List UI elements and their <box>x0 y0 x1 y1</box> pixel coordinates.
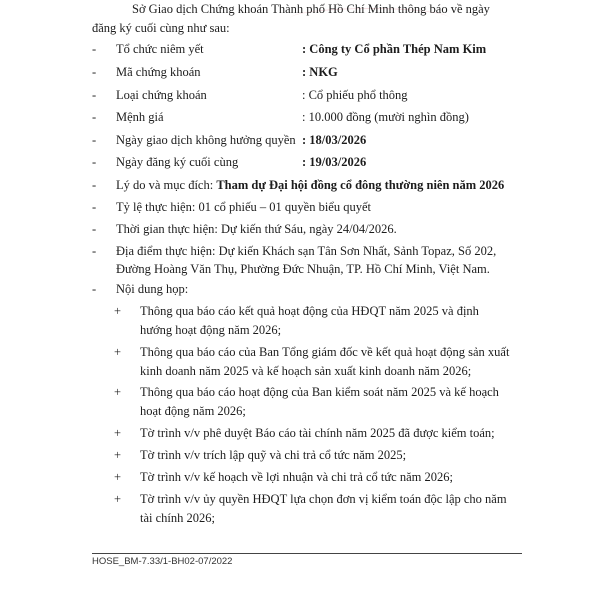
venue-text: Địa điểm thực hiện: Dự kiến Khách sạn Tân Sơn Nhất, Sảnh Topaz, Số 202, Đường Hoàng Văn Thụ, Phường Đức Nhuận, TP. Hồ Chí Minh, Việt Nam. <box>116 244 497 276</box>
field-label: Loại chứng khoán <box>116 88 207 102</box>
ratio-line <box>92 198 522 216</box>
agenda-text: Thông qua báo cáo của Ban Tổng giám đốc về kết quả hoạt động sản xuất kinh doanh năm 2025 và kế hoạch sản xuất kinh doanh năm 2026; <box>140 345 510 378</box>
field-value: : NKG <box>302 65 338 79</box>
agenda-text: Thông qua báo cáo hoạt động của Ban kiểm soát năm 2025 và kế hoạch hoạt động năm 2026; <box>140 385 499 418</box>
plus-bullet: + <box>114 426 122 440</box>
agenda-text: Tờ trình v/v phê duyệt Báo cáo tài chính năm 2025 đã được kiểm toán; <box>140 426 495 440</box>
purpose-line <box>92 176 522 194</box>
plus-bullet: + <box>114 385 122 399</box>
dash-bullet: - <box>92 155 97 169</box>
dash-bullet: - <box>92 282 97 296</box>
dash-bullet: - <box>92 110 97 124</box>
field-value: : Công ty Cổ phần Thép Nam Kim <box>302 42 487 56</box>
plus-bullet: + <box>114 345 122 359</box>
plus-bullet: + <box>114 304 122 318</box>
field-value: : Cổ phiếu phổ thông <box>302 88 408 102</box>
agenda-item <box>114 424 514 443</box>
dash-bullet: - <box>92 178 97 192</box>
plus-bullet: + <box>114 470 122 484</box>
agenda-item <box>114 490 514 528</box>
footer-divider <box>92 553 522 554</box>
field-label: Mã chứng khoán <box>116 65 201 79</box>
agenda-item <box>114 468 514 487</box>
dash-bullet: - <box>92 42 97 56</box>
field-label: Ngày đăng ký cuối cùng <box>116 155 239 169</box>
agenda-text: Tờ trình v/v kế hoạch về lợi nhuận và chi trả cổ tức năm 2026; <box>140 470 453 484</box>
dash-bullet: - <box>92 244 97 258</box>
dash-bullet: - <box>92 133 97 147</box>
agenda-item <box>114 343 514 381</box>
field-label: Mệnh giá <box>116 110 164 124</box>
dash-bullet: - <box>92 200 97 214</box>
venue-line <box>92 242 522 278</box>
agenda-text: Thông qua báo cáo kết quả hoạt động của HĐQT năm 2025 và định hướng hoạt động năm 2026; <box>140 304 479 337</box>
agenda-item <box>114 383 514 421</box>
agenda-item <box>114 446 514 465</box>
time-text: Thời gian thực hiện: Dự kiến thứ Sáu, ngày 24/04/2026. <box>116 222 397 236</box>
dash-bullet: - <box>92 65 97 79</box>
plus-bullet: + <box>114 448 122 462</box>
ratio-text: Tỷ lệ thực hiện: 01 cổ phiếu – 01 quyền biểu quyết <box>116 200 371 214</box>
field-value: : 10.000 đồng (mười nghìn đồng) <box>302 110 469 124</box>
plus-bullet: + <box>114 492 122 506</box>
intro-paragraph: Sở Giao dịch Chứng khoán Thành phố Hồ Chí Minh thông báo về ngày đăng ký cuối cùng như sau: <box>92 2 490 35</box>
form-code: HOSE_BM-7.33/1-BH02-07/2022 <box>92 556 233 567</box>
field-label: Tổ chức niêm yết <box>116 42 204 56</box>
agenda-text: Tờ trình v/v ủy quyền HĐQT lựa chọn đơn vị kiểm toán độc lập cho năm tài chính 2026; <box>140 492 507 525</box>
time-line <box>92 220 522 238</box>
purpose-value: Tham dự Đại hội đồng cổ đông thường niên năm 2026 <box>216 178 505 192</box>
content-line <box>92 280 522 298</box>
agenda-item <box>114 302 514 340</box>
dash-bullet: - <box>92 222 97 236</box>
field-label: Ngày giao dịch không hưởng quyền <box>116 133 296 147</box>
content-label: Nội dung họp: <box>116 282 189 296</box>
purpose-label: Lý do và mục đích: <box>116 178 217 192</box>
field-value: : 18/03/2026 <box>302 133 367 147</box>
dash-bullet: - <box>92 88 97 102</box>
field-value: : 19/03/2026 <box>302 155 367 169</box>
agenda-text: Tờ trình v/v trích lập quỹ và chi trả cổ tức năm 2025; <box>140 448 407 462</box>
